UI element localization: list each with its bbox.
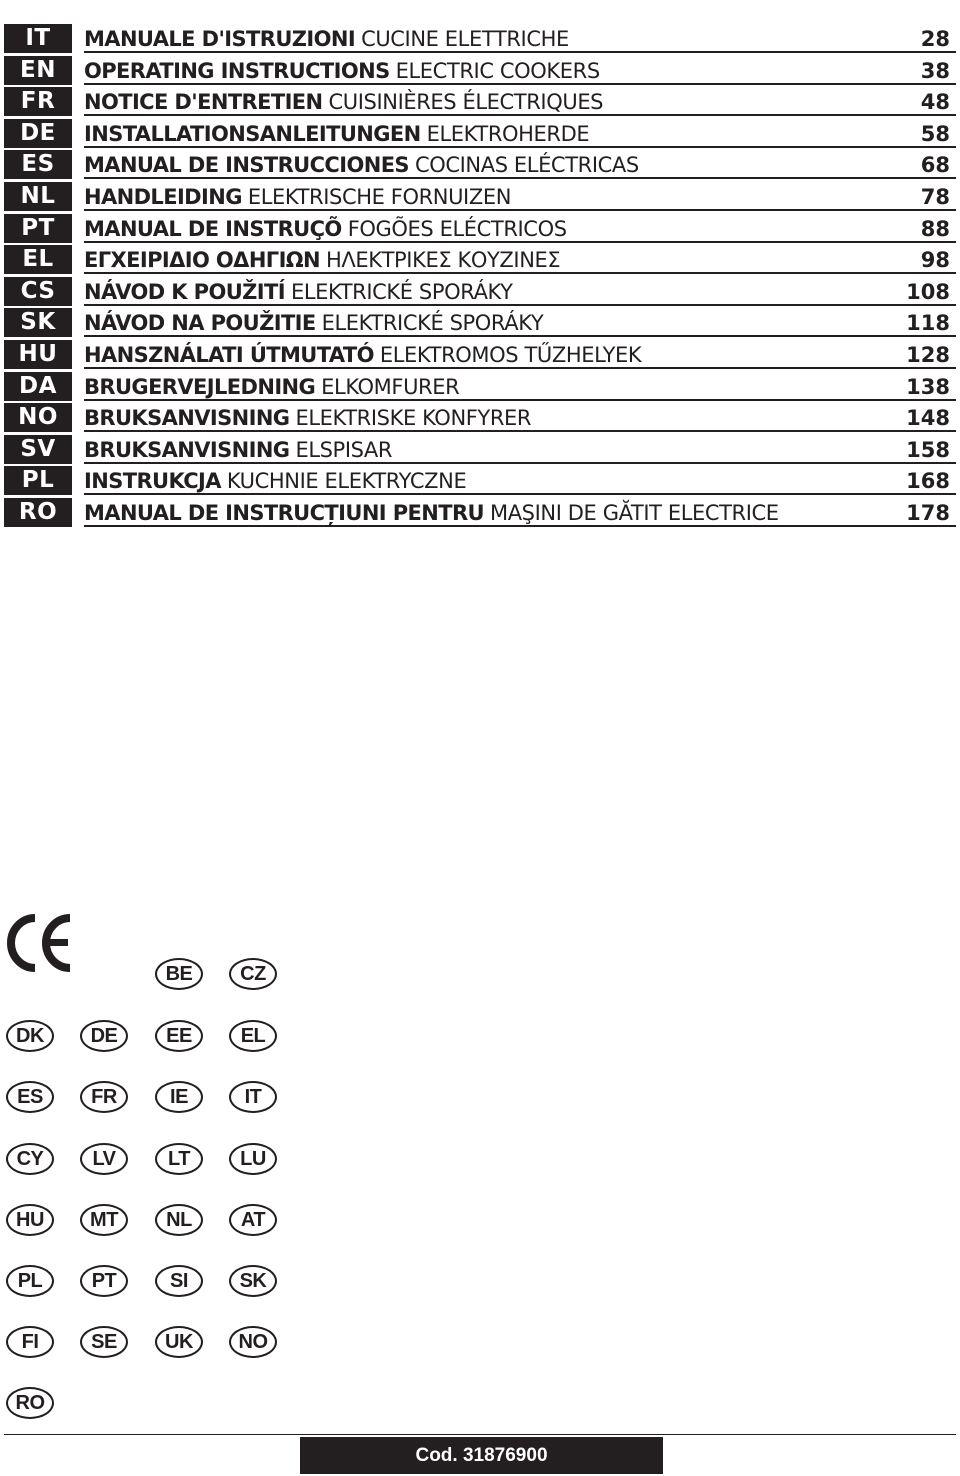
country-badge: LU	[229, 1143, 277, 1175]
toc-entry	[84, 214, 956, 243]
toc-row-en	[4, 56, 956, 88]
manual-title: BRUKSANVISNING	[84, 406, 290, 431]
page-number: 108	[906, 279, 950, 304]
country-badge: NL	[155, 1204, 203, 1236]
country-badge: SK	[229, 1265, 277, 1297]
manual-title: MANUAL DE INSTRUCCIONES	[84, 153, 409, 178]
country-badge: MT	[80, 1204, 128, 1236]
toc-row-nl	[4, 182, 956, 214]
language-code-badge: FR	[4, 87, 72, 116]
manual-title: BRUGERVEJLEDNING	[84, 374, 316, 399]
toc-entry	[84, 245, 956, 274]
country-badge: DK	[6, 1020, 54, 1052]
country-badge: UK	[155, 1326, 203, 1358]
language-code-badge: PT	[4, 214, 72, 243]
toc-entry	[84, 340, 956, 369]
country-badge: LT	[155, 1143, 203, 1175]
language-code-badge: NO	[4, 403, 72, 432]
page-number: 88	[920, 216, 950, 241]
product-code-label: Cod. 31876900	[300, 1437, 663, 1474]
country-badge: CY	[6, 1143, 54, 1175]
country-badge: SE	[80, 1326, 128, 1358]
manual-subtitle: ELEKTRICKÉ SPORÁKY	[290, 279, 513, 304]
manual-subtitle: ELEKTROHERDE	[426, 121, 590, 146]
manual-subtitle: ELEKTRISCHE FORNUIZEN	[247, 184, 511, 209]
toc-entry	[84, 87, 956, 116]
manual-subtitle: CUISINIÈRES ÉLECTRIQUES	[328, 90, 604, 115]
manual-subtitle: COCINAS ELÉCTRICAS	[414, 153, 639, 178]
footer-divider	[4, 1434, 956, 1435]
country-badge: IE	[155, 1081, 203, 1113]
manual-subtitle: CUCINE ELETTRICHE	[361, 27, 569, 51]
country-badge: ES	[6, 1081, 54, 1113]
toc-row-sv	[4, 435, 956, 467]
toc-row-pl	[4, 466, 956, 498]
toc-row-ro	[4, 498, 956, 530]
manual-title: INSTALLATIONSANLEITUNGEN	[84, 121, 421, 146]
language-index	[4, 24, 956, 530]
page-number: 38	[920, 58, 950, 83]
page-number: 158	[906, 437, 950, 462]
country-badge: PL	[6, 1265, 54, 1297]
manual-title: MANUAL DE INSTRUÇÕ	[84, 216, 342, 241]
manual-subtitle: ELKOMFURER	[321, 374, 460, 399]
toc-row-it	[4, 24, 956, 56]
toc-entry	[84, 56, 956, 85]
country-badge: LV	[80, 1143, 128, 1175]
page-number: 48	[920, 90, 950, 115]
manual-title: ΕΓΧΕΙΡΙΔΙΟ ΟΔΗΓΙΩΝ	[84, 248, 321, 273]
toc-entry	[84, 466, 956, 495]
toc-row-fr	[4, 87, 956, 119]
language-code-badge: DA	[4, 372, 72, 401]
manual-subtitle: MAŞINI DE GĂTIT ELECTRICE	[490, 500, 779, 525]
country-badge: NO	[229, 1326, 277, 1358]
country-badge: DE	[80, 1020, 128, 1052]
manual-title: NOTICE D'ENTRETIEN	[84, 90, 323, 115]
page-number: 118	[906, 311, 950, 336]
manual-title: OPERATING INSTRUCTIONS	[84, 58, 390, 83]
language-code-badge: ES	[4, 150, 72, 179]
manual-title: NÁVOD K POUŽITÍ	[84, 279, 285, 304]
language-code-badge: PL	[4, 466, 72, 495]
manual-title: HANSZNÁLATI ÚTMUTATÓ	[84, 342, 374, 367]
toc-row-pt	[4, 214, 956, 246]
toc-row-de	[4, 119, 956, 151]
country-badge: EE	[155, 1020, 203, 1052]
manual-subtitle: ELEKTRISKE KONFYRER	[295, 406, 532, 431]
toc-entry	[84, 150, 956, 179]
language-code-badge: IT	[4, 24, 72, 53]
country-badge: EL	[229, 1020, 277, 1052]
toc-row-cs	[4, 277, 956, 309]
toc-entry	[84, 119, 956, 148]
manual-title: MANUAL DE INSTRUCȚIUNI PENTRU	[84, 500, 484, 525]
language-code-badge: SV	[4, 435, 72, 464]
country-badge: PT	[80, 1265, 128, 1297]
toc-row-no	[4, 403, 956, 435]
country-badge: AT	[229, 1204, 277, 1236]
manual-subtitle: FOGÕES ELÉCTRICOS	[347, 216, 567, 241]
page-number: 28	[920, 27, 950, 51]
toc-row-da	[4, 372, 956, 404]
language-code-badge: EL	[4, 245, 72, 274]
language-code-badge: DE	[4, 119, 72, 148]
language-code-badge: NL	[4, 182, 72, 211]
country-badge: SI	[155, 1265, 203, 1297]
language-code-badge: HU	[4, 340, 72, 369]
country-badge: IT	[229, 1081, 277, 1113]
page-number: 98	[920, 248, 950, 273]
language-code-badge: EN	[4, 56, 72, 85]
page-number: 68	[920, 153, 950, 178]
page-number: 148	[906, 406, 950, 431]
page-number: 78	[920, 184, 950, 209]
manual-subtitle: ELECTRIC COOKERS	[395, 58, 600, 83]
manual-title: INSTRUKCJA	[84, 469, 221, 494]
toc-entry	[84, 308, 956, 337]
toc-row-el	[4, 245, 956, 277]
ce-mark-icon	[4, 910, 74, 976]
manual-subtitle: KUCHNIE ELEKTRYCZNE	[226, 469, 467, 494]
country-badge: FR	[80, 1081, 128, 1113]
country-badge: FI	[6, 1326, 54, 1358]
manual-subtitle: ELSPISAR	[295, 437, 393, 462]
manual-subtitle: ΗΛΕΚΤΡΙΚΕΣ ΚΟΥΖΙΝΕΣ	[326, 248, 561, 273]
language-code-badge: SK	[4, 308, 72, 337]
manual-title: HANDLEIDING	[84, 184, 242, 209]
toc-row-hu	[4, 340, 956, 372]
country-badge: BE	[155, 958, 203, 990]
toc-entry	[84, 372, 956, 401]
manual-subtitle: ELEKTROMOS TŰZHELYEK	[379, 342, 642, 367]
language-code-badge: RO	[4, 498, 72, 527]
toc-entry	[84, 435, 956, 464]
toc-row-es	[4, 150, 956, 182]
manual-title: BRUKSANVISNING	[84, 437, 290, 462]
page-number: 128	[906, 342, 950, 367]
toc-row-sk	[4, 308, 956, 340]
toc-entry	[84, 498, 956, 527]
manual-subtitle: ELEKTRICKÉ SPORÁKY	[321, 311, 544, 336]
page-number: 138	[906, 374, 950, 399]
toc-entry	[84, 277, 956, 306]
toc-entry	[84, 24, 956, 53]
page-number: 168	[906, 469, 950, 494]
page-number: 178	[906, 500, 950, 525]
language-code-badge: CS	[4, 277, 72, 306]
country-badge: CZ	[229, 958, 277, 990]
manual-title: NÁVOD NA POUŽITIE	[84, 311, 316, 336]
page-number: 58	[920, 121, 950, 146]
toc-entry	[84, 182, 956, 211]
country-badge: HU	[6, 1204, 54, 1236]
toc-entry	[84, 403, 956, 432]
country-badge: RO	[6, 1387, 54, 1419]
manual-title: MANUALE D'ISTRUZIONI	[84, 27, 356, 51]
